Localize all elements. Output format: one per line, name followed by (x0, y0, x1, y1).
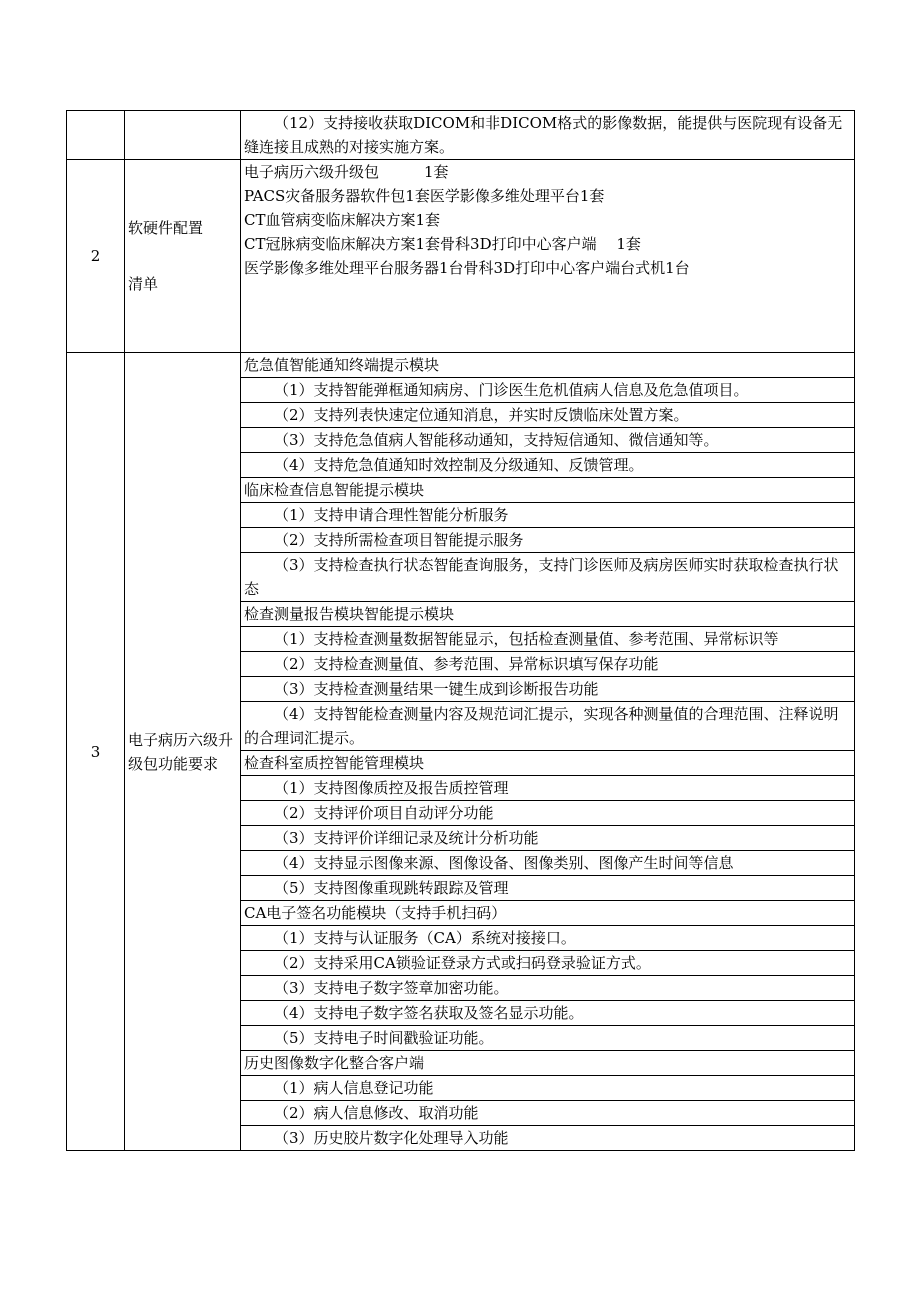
module-heading: CA电子签名功能模块（支持手机扫码） (241, 901, 855, 926)
feature-item: （2）支持列表快速定位通知消息，并实时反馈临床处置方案。 (241, 403, 855, 428)
row-label-line: 软硬件配置 (128, 219, 204, 237)
row-number: 2 (67, 160, 125, 353)
feature-item: （3）历史胶片数字化处理导入功能 (241, 1126, 855, 1151)
feature-item: （2）支持评价项目自动评分功能 (241, 801, 855, 826)
module-heading: 检查科室质控智能管理模块 (241, 751, 855, 776)
feature-item: （4）支持显示图像来源、图像设备、图像类别、图像产生时间等信息 (241, 851, 855, 876)
feature-item: （4）支持危急值通知时效控制及分级通知、反馈管理。 (241, 453, 855, 478)
row-label: 电子病历六级升级包功能要求 (125, 353, 241, 1151)
feature-item: （1）支持图像质控及报告质控管理 (241, 776, 855, 801)
feature-item: （3）支持检查测量结果一键生成到诊断报告功能 (241, 677, 855, 702)
feature-item: （3）支持检查执行状态智能查询服务，支持门诊医师及病房医师实时获取检查执行状态 (241, 553, 855, 602)
row-label (125, 160, 241, 353)
feature-item: （2）病人信息修改、取消功能 (241, 1101, 855, 1126)
feature-item: （5）支持电子时间戳验证功能。 (241, 1026, 855, 1051)
module-heading: 检查测量报告模块智能提示模块 (241, 602, 855, 627)
config-line: CT冠脉病变临床解决方案1套骨科3D打印中心客户端 1套 (244, 235, 641, 253)
feature-item: （1）支持申请合理性智能分析服务 (241, 503, 855, 528)
config-line: PACS灾备服务器软件包1套医学影像多维处理平台1套 (244, 187, 605, 205)
feature-item: （1）病人信息登记功能 (241, 1076, 855, 1101)
config-line: 医学影像多维处理平台服务器1台骨科3D打印中心客户端台式机1台 (244, 259, 690, 277)
spec-table (66, 110, 855, 1151)
feature-item: （1）支持检查测量数据智能显示，包括检查测量值、参考范围、异常标识等 (241, 627, 855, 652)
feature-item: （1）支持与认证服务（CA）系统对接接口。 (241, 926, 855, 951)
feature-item: （1）支持智能弹框通知病房、门诊医生危机值病人信息及危急值项目。 (241, 378, 855, 403)
row-number (67, 111, 125, 160)
module-heading: 历史图像数字化整合客户端 (241, 1051, 855, 1076)
row-label (125, 111, 241, 160)
table-row (67, 353, 855, 378)
feature-item: （5）支持图像重现跳转跟踪及管理 (241, 876, 855, 901)
row-label-line: 清单 (128, 275, 159, 293)
module-heading: 临床检查信息智能提示模块 (241, 478, 855, 503)
config-line: 电子病历六级升级包 1套 (244, 163, 449, 181)
feature-item: （2）支持检查测量值、参考范围、异常标识填写保存功能 (241, 652, 855, 677)
feature-item: （4）支持智能检查测量内容及规范词汇提示，实现各种测量值的合理范围、注释说明的合理词汇提示。 (241, 702, 855, 751)
table-row (67, 160, 855, 353)
row-number: 3 (67, 353, 125, 1151)
feature-item: （3）支持评价详细记录及统计分析功能 (241, 826, 855, 851)
row-content: （12）支持接收获取DICOM和非DICOM格式的影像数据，能提供与医院现有设备无缝连接且成熟的对接实施方案。 (241, 111, 855, 160)
table-row (67, 111, 855, 160)
feature-item: （3）支持危急值病人智能移动通知，支持短信通知、微信通知等。 (241, 428, 855, 453)
feature-item: （2）支持采用CA锁验证登录方式或扫码登录验证方式。 (241, 951, 855, 976)
config-list (241, 160, 855, 353)
feature-item: （4）支持电子数字签名获取及签名显示功能。 (241, 1001, 855, 1026)
module-heading: 危急值智能通知终端提示模块 (241, 353, 855, 378)
feature-item: （2）支持所需检查项目智能提示服务 (241, 528, 855, 553)
feature-item: （3）支持电子数字签章加密功能。 (241, 976, 855, 1001)
config-line: CT血管病变临床解决方案1套 (244, 211, 441, 229)
